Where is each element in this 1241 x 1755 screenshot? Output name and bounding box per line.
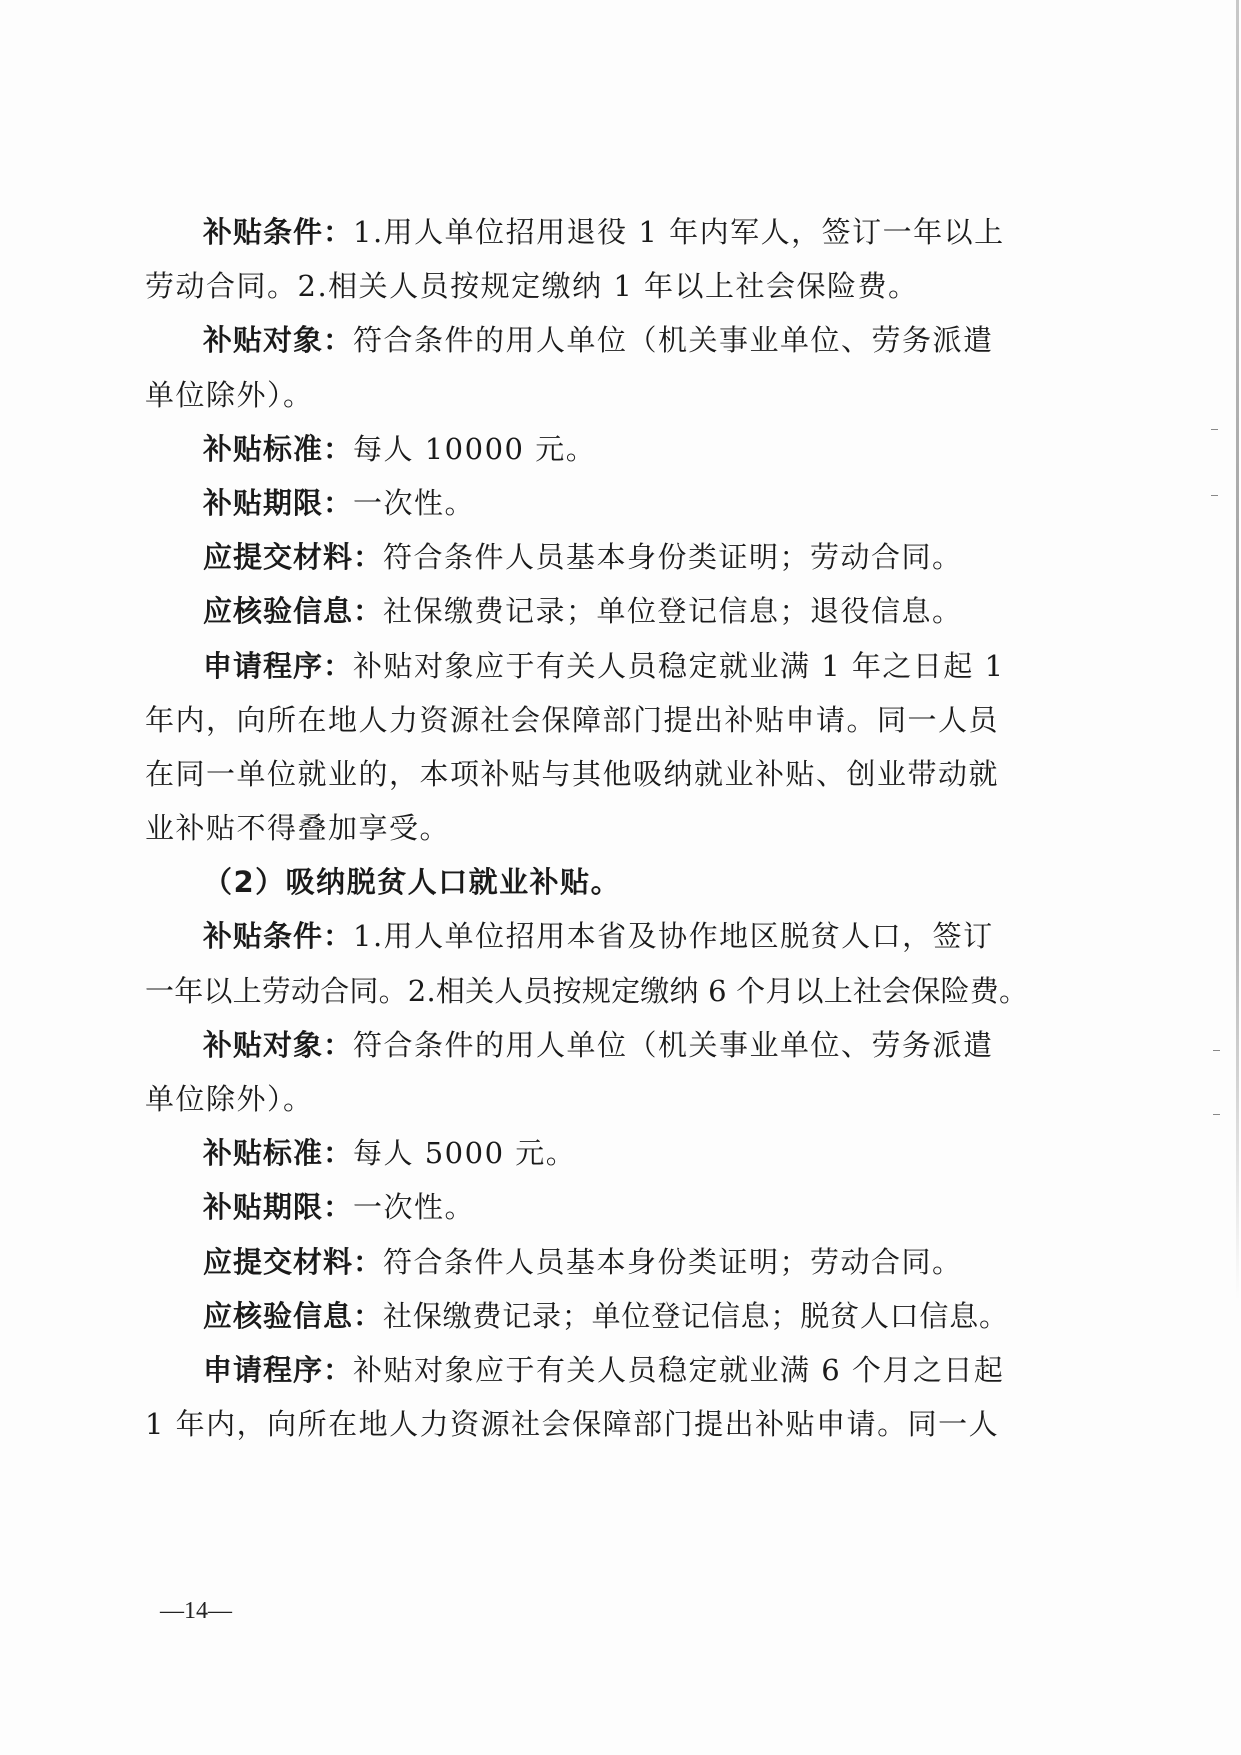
field-label: 补贴期限：	[203, 485, 354, 520]
field-text: 补贴对象应于有关人员稳定就业满 1 年之日起 1	[353, 648, 1005, 683]
field-text: 符合条件人员基本身份类证明；劳动合同。	[383, 540, 963, 575]
field-label: 补贴期限：	[203, 1190, 354, 1225]
field-text: 单位除外）。	[145, 1082, 314, 1116]
field-label: 申请程序：	[203, 648, 354, 683]
field-label: 应提交材料：	[203, 1244, 384, 1279]
field-text: 每人 5000 元。	[353, 1136, 577, 1171]
field-text: 劳动合同。2.相关人员按规定缴纳 1 年以上社会保险费。	[145, 269, 919, 304]
field-text: 符合条件的用人单位（机关事业单位、劳务派遣	[353, 323, 994, 358]
paragraph-continuation	[145, 1397, 1000, 1451]
field-label: 补贴对象：	[203, 323, 354, 358]
field-label: 补贴标准：	[203, 1136, 354, 1171]
field-text: 一年以上劳动合同。2.相关人员按规定缴纳 6 个月以上社会保险费。	[145, 973, 1029, 1008]
field-text: 1.用人单位招用本省及协作地区脱贫人口，签订	[353, 919, 994, 954]
section-heading: （2）吸纳脱贫人口就业补贴。	[203, 865, 622, 900]
paragraph-period-2	[145, 1180, 963, 1234]
paragraph-continuation	[145, 747, 1000, 801]
field-text: 每人 10000 元。	[353, 431, 597, 466]
field-label: 补贴条件：	[203, 215, 354, 249]
field-label: 应提交材料：	[203, 540, 384, 575]
scan-mark	[1213, 1114, 1220, 1115]
paragraph-continuation	[145, 801, 963, 855]
field-label: 补贴条件：	[203, 919, 354, 954]
paragraph-standard-1	[145, 422, 963, 476]
page-number: —14—	[160, 1598, 232, 1624]
field-text: 符合条件人员基本身份类证明；劳动合同。	[383, 1244, 963, 1279]
field-text: 补贴对象应于有关人员稳定就业满 6 个月之日起	[353, 1352, 1005, 1387]
paragraph-continuation	[145, 368, 963, 422]
paragraph-target-1	[145, 313, 994, 367]
field-label: 补贴对象：	[203, 1027, 354, 1062]
field-text: 在同一单位就业的，本项补贴与其他吸纳就业补贴、创业带动就	[145, 756, 1000, 791]
paragraph-continuation	[145, 1072, 963, 1126]
paragraph-standard-2	[145, 1126, 963, 1180]
paragraph-target-2	[145, 1018, 994, 1072]
paragraph-continuation	[145, 259, 963, 313]
paragraph-materials-2	[145, 1235, 963, 1289]
field-text: 年内，向所在地人力资源社会保障部门提出补贴申请。同一人员	[145, 702, 1000, 737]
field-text: 社保缴费记录；单位登记信息；退役信息。	[383, 594, 963, 629]
field-text: 1.用人单位招用退役 1 年内军人，签订一年以上	[353, 215, 1005, 249]
field-label: 应核验信息：	[203, 594, 384, 629]
paragraph-verification-1	[145, 584, 963, 638]
field-label: 补贴标准：	[203, 431, 354, 466]
field-text: 社保缴费记录；单位登记信息；脱贫人口信息。	[383, 1298, 1009, 1333]
field-text: 一次性。	[353, 1190, 476, 1225]
field-label: 申请程序：	[203, 1352, 354, 1387]
field-text: 符合条件的用人单位（机关事业单位、劳务派遣	[353, 1027, 994, 1062]
scan-mark	[1213, 1050, 1220, 1051]
paragraph-verification-2	[145, 1289, 1009, 1343]
scan-edge-shadow	[1236, 0, 1239, 1300]
paragraph-continuation	[145, 693, 1000, 747]
field-text: 一次性。	[353, 485, 476, 520]
paragraph-continuation	[145, 964, 1029, 1018]
paragraph-condition-2	[145, 909, 994, 963]
paragraph-procedure-1	[145, 639, 1005, 693]
document-body	[145, 205, 1029, 1451]
scan-mark	[1211, 429, 1218, 430]
paragraph-materials-1	[145, 530, 963, 584]
field-text: 1 年内，向所在地人力资源社会保障部门提出补贴申请。同一人	[145, 1407, 1000, 1442]
paragraph-procedure-2	[145, 1343, 1005, 1397]
field-text: 单位除外）。	[145, 377, 314, 412]
scan-mark	[1211, 495, 1218, 496]
paragraph-condition-1	[145, 205, 1005, 259]
field-text: 业补贴不得叠加享受。	[145, 811, 451, 846]
paragraph-period-1	[145, 476, 963, 530]
field-label: 应核验信息：	[203, 1298, 384, 1333]
